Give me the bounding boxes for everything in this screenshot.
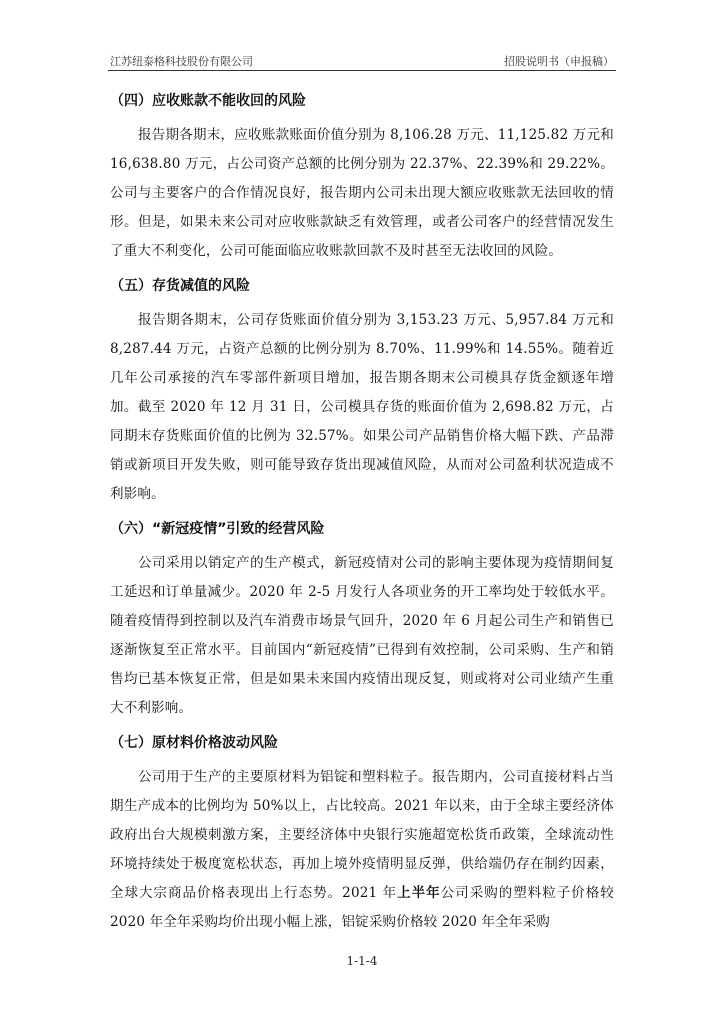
document-body (110, 88, 614, 937)
page-number: 1-1-4 (346, 954, 378, 968)
paragraph-receivables: 报告期各期末，应收账款账面价值分别为 8,106.28 万元、11,125.82 万元和 16,638.80 万元，占公司资产总额的比例分别为 22.37%、22.39%和 29.22%。公司与主要客户的合作情况良好，报告期内公司未出现大额应收账款无法回收的情形。但是，如果未来公司对应收账款缺乏有效管理，或者公司客户的经营情况发生了重大不利变化，公司可能面临应收账款回款不及时甚至无法收回的风险。 (110, 127, 614, 259)
paragraph-raw-materials (110, 763, 614, 937)
section-title-inventory: （五）存货减值的风险 (110, 278, 250, 294)
paragraph-covid: 公司采用以销定产的生产模式，新冠疫情对公司的影响主要体现为疫情期间复工延迟和订单量减少。2020 年 2-5 月发行人各项业务的开工率均处于较低水平。随着疫情得到控制以及汽车消费市场景气回升，2020 年 6 月起公司生产和销售已逐渐恢复至正常水平。目前国内“新冠疫情”已得到有效控制，公司采购、生产和销售均已基本恢复正常，但是如果未来国内疫情出现反复，则或将对公司业绩产生重大不利影响。 (110, 555, 614, 716)
document-type: 招股说明书（申报稿） (504, 55, 614, 68)
section-title-receivables: （四）应收账款不能收回的风险 (110, 93, 306, 109)
section-title-covid: （六）“新冠疫情”引致的经营风险 (110, 521, 325, 537)
page-header (108, 50, 616, 71)
paragraph-text: 公司用于生产的主要原材料为铝锭和塑料粒子。报告期内，公司直接材料占当期生产成本的比例均为 50%以上，占比较高。2021 年以来，由于全球主要经济体政府出台大规模刺激方案，主要经济体中央银行实施超宽松货币政策，全球流动性环境持续处于极度宽松状态，再加上境外疫情明显反弹，供给端仍存在制约因素，全球大宗商品价格表现出上行态势。2021 年 (110, 769, 614, 901)
paragraph-tail: 公司采购的塑料粒子价格较 2020 年全年采购均价出现小幅上涨，铝锭采购价格较 2020 年全年采购 (110, 885, 614, 930)
emphasis-text: 上半年 (397, 885, 441, 901)
paragraph-inventory: 报告期各期末，公司存货账面价值分别为 3,153.23 万元、5,957.84 万元和 8,287.44 万元，占资产总额的比例分别为 8.70%、11.99%和 14.55%。随着近几年公司承接的汽车零部件新项目增加，报告期各期末公司模具存货金额逐年增加。截至 2020 年 12 月 31 日，公司模具存货的账面价值为 2,698.82 万元，占同期末存货账面价值的比例为 32.57%。如果公司产品销售价格大幅下跌、产品滞销或新项目开发失败，则可能导致存货出现减值风险，从而对公司盈利状况造成不利影响。 (110, 312, 614, 502)
section-title-raw-materials: （七）原材料价格波动风险 (110, 735, 278, 751)
company-name: 江苏纽泰格科技股份有限公司 (110, 55, 253, 68)
